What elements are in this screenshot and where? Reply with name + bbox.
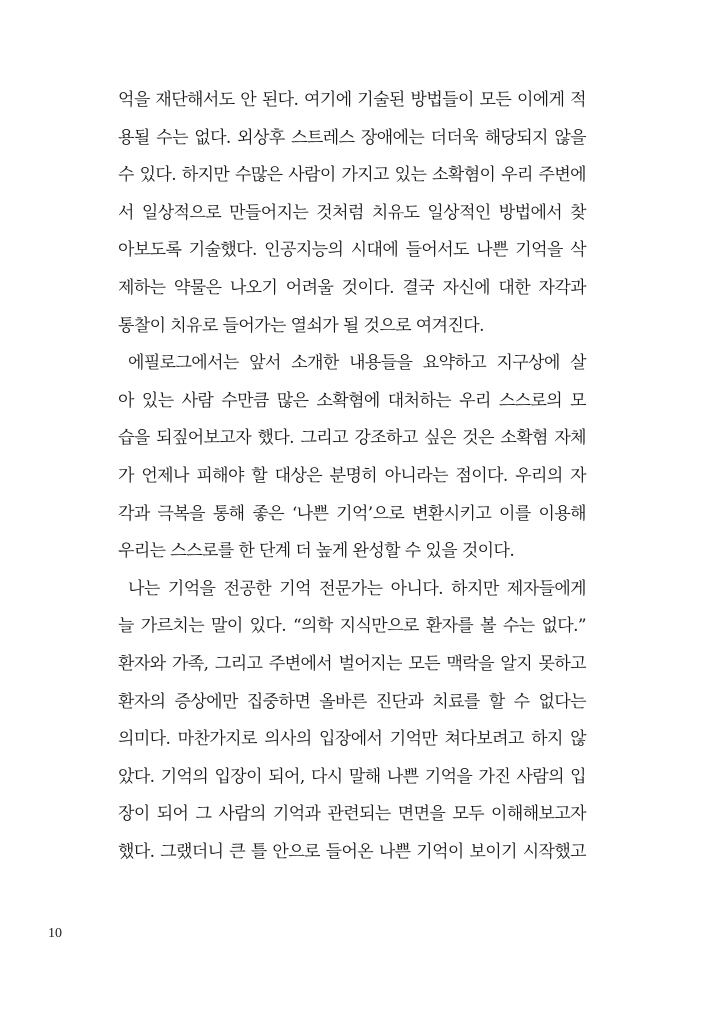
text-line: 았다. 기억의 입장이 되어, 다시 말해 나쁜 기억을 가진 사람의 입 (118, 766, 586, 787)
text-line: 용될 수는 없다. 외상후 스트레스 장애에는 더더욱 해당되지 않을 (118, 127, 586, 148)
page-number: 10 (48, 926, 62, 941)
text-line: 습을 되짚어보고자 했다. 그리고 강조하고 싶은 것은 소확혐 자체 (118, 428, 586, 449)
text-line: 했다. 그랬더니 큰 틀 안으로 들어온 나쁜 기억이 보이기 시작했고 (118, 841, 586, 862)
text-line: 환자와 가족, 그리고 주변에서 벌어지는 모든 맥락을 알지 못하고 (118, 653, 586, 674)
text-line: 각과 극복을 통해 좋은 ‘나쁜 기억’으로 변환시키고 이를 이용해 (118, 503, 586, 524)
text-line: 아 있는 사람 수만큼 많은 소확혐에 대처하는 우리 스스로의 모 (118, 390, 586, 411)
text-line: 에필로그에서는 앞서 소개한 내용들을 요약하고 지구상에 살 (128, 353, 586, 374)
page-body-text (118, 82, 586, 871)
text-line: 우리는 스스로를 한 단계 더 높게 완성할 수 있을 것이다. (118, 541, 515, 562)
text-line: 환자의 증상에만 집중하면 올바른 진단과 치료를 할 수 없다는 (118, 691, 586, 712)
text-line: 억을 재단해서도 안 된다. 여기에 기술된 방법들이 모든 이에게 적 (118, 90, 586, 110)
text-line: 장이 되어 그 사람의 기억과 관련되는 면면을 모두 이해해보고자 (118, 804, 586, 825)
text-line: 제하는 약물은 나오기 어려울 것이다. 결국 자신에 대한 자각과 (118, 277, 586, 298)
text-line: 통찰이 치유로 들어가는 열쇠가 될 것으로 여겨진다. (118, 315, 484, 336)
text-line: 수 있다. 하지만 수많은 사람이 가지고 있는 소확혐이 우리 주변에 (118, 165, 586, 186)
text-line: 아보도록 기술했다. 인공지능의 시대에 들어서도 나쁜 기억을 삭 (118, 240, 586, 261)
text-line: 가 언제나 피해야 할 대상은 분명히 아니라는 점이다. 우리의 자 (118, 465, 586, 486)
text-line: 나는 기억을 전공한 기억 전문가는 아니다. 하지만 제자들에게 (128, 578, 586, 599)
text-line: 늘 가르치는 말이 있다. “의학 지식만으로 환자를 볼 수는 없다.” (118, 616, 586, 637)
text-line: 의미다. 마찬가지로 의사의 입장에서 기억만 쳐다보려고 하지 않 (118, 729, 586, 750)
text-line: 서 일상적으로 만들어지는 것처럼 치유도 일상적인 방법에서 찾 (118, 202, 586, 223)
